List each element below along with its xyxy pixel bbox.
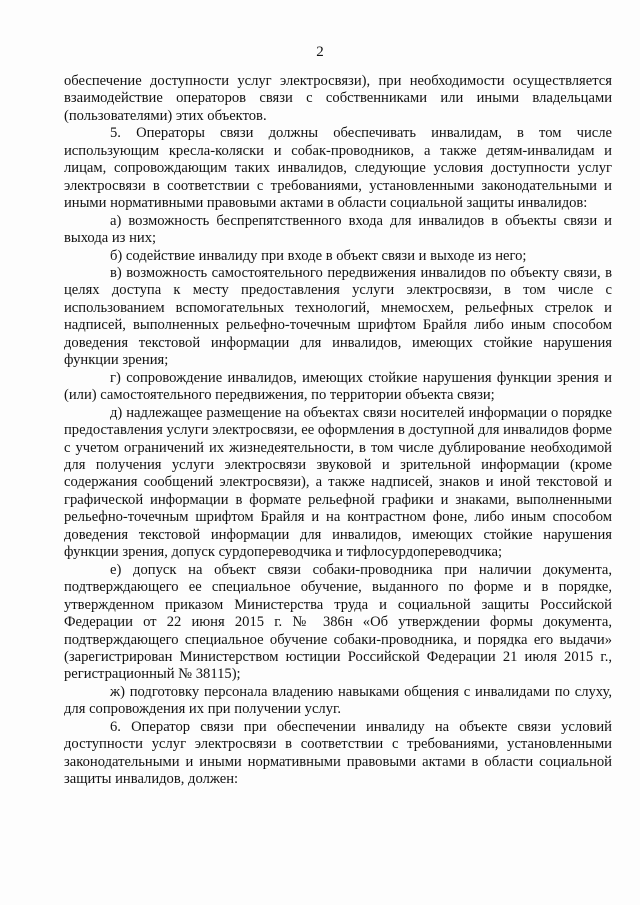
paragraph: 5. Операторы связи должны обеспечивать инвалидам, в том числе использующим кресла-коляски и собак-проводников, а также детям-инвалидам и лицам, сопровождающим таких инвалидов, следующие условия доступности услуг электросвязи в соответствии с требованиями, установленными законодательными и иными нормативными правовыми актами в области социальной защиты инвалидов:	[64, 125, 612, 212]
paragraph: ж) подготовку персонала владению навыками общения с инвалидами по слуху, для сопровождения их при получении услуг.	[64, 683, 612, 718]
document-body	[64, 73, 612, 789]
paragraph: д) надлежащее размещение на объектах связи носителей информации о порядке предоставления услуги электросвязи, ее оформления в доступной для инвалидов форме с учетом ограничений их жизнедеятельности, в том числе дублирование необходимой для получения услуги электросвязи звуковой и зрительной информации (кроме содержания сообщений электросвязи), а также надписей, знаков и иной текстовой и графической информации в формате рельефной графики и знаками, выполненными рельефно-точечным шрифтом Брайля и на контрастном фоне, либо иным способом доведения текстовой информации для инвалидов, имеющих стойкие нарушения функции зрения, допуск сурдопереводчика и тифлосурдопереводчика;	[64, 404, 612, 561]
paragraph: б) содействие инвалиду при входе в объект связи и выходе из него;	[110, 247, 527, 264]
paragraph: 6. Оператор связи при обеспечении инвалиду на объекте связи условий доступности услуг электросвязи в соответствии с требованиями, установленными законодательными и иными нормативными правовыми актами в области социальной защиты инвалидов, должен:	[64, 718, 612, 788]
page-number: 2	[316, 44, 324, 60]
paragraph: в) возможность самостоятельного передвижения инвалидов по объекту связи, в целях доступа к месту предоставления услуги электросвязи, в том числе с использованием вспомогательных технологий, мнемосхем, рельефных стрелок и надписей, выполненных рельефно-точечным шрифтом Брайля либо иным способом доведения текстовой информации для инвалидов, имеющих стойкие нарушения функции зрения;	[64, 264, 612, 369]
paragraph: г) сопровождение инвалидов, имеющих стойкие нарушения функции зрения и (или) самостоятельного передвижения, по территории объекта связи;	[64, 369, 612, 404]
paragraph: е) допуск на объект связи собаки-проводника при наличии документа, подтверждающего ее специальное обучение, выданного по форме и в порядке, утвержденном приказом Министерства труда и социальной защиты Российской Федерации от 22 июня 2015 г. № 386н «Об утверждении формы документа, подтверждающего специальное обучение собаки-проводника, и порядка его выдачи» (зарегистрирован Министерством юстиции Российской Федерации 21 июля 2015 г., регистрационный № 38115);	[64, 561, 612, 683]
paragraph: а) возможность беспрепятственного входа для инвалидов в объекты связи и выхода из них;	[64, 212, 612, 247]
paragraph: обеспечение доступности услуг электросвязи), при необходимости осуществляется взаимодействие операторов связи с собственниками или иными владельцами (пользователями) этих объектов.	[64, 73, 612, 124]
